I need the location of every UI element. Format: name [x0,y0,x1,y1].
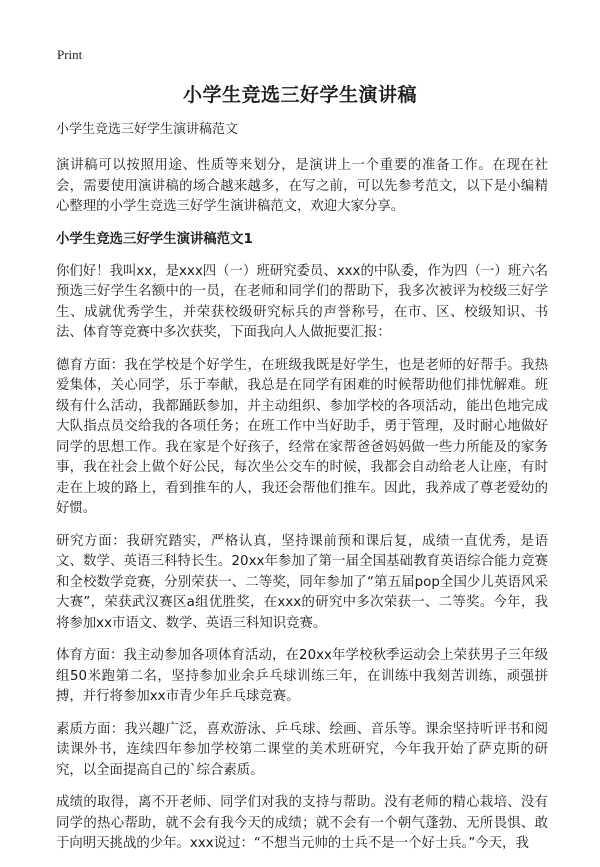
body-paragraph-greeting: 你们好！我叫xx，是xxx四（一）班研究委员、xxx的中队委，作为四（一）班六名预选三好学生名额中的一员，在老师和同学们的帮助下，我多次被评为校级三好学生、成就优秀学生，并荣获校级研究标兵的声誉称号，在市、区、校级知识、书法、体育等竞赛中多次获奖，下面我向人人做扼要汇报： [56,263,548,340]
print-link[interactable]: Print [57,47,83,62]
intro-paragraph: 演讲稿可以按照用途、性质等来划分，是演讲上一个重要的准备工作。在现在社会，需要使用演讲稿的场合越来越多，在写之前，可以先参考范文，以下是小编精心整理的小学生竞选三好学生演讲稿范文，欢迎大家分享。 [56,158,548,214]
body-paragraph-sports: 体育方面：我主动参加各项体育活动，在20xx年学校秋季运动会上荣获男子三年级组50米跑第二名，坚持参加业余乒乓球训练三年，在训练中我刻苦训练，顽强拼搏，并行将参加xx市青少年乒乓球竞赛。 [56,648,548,704]
body-paragraph-study: 研究方面：我研究踏实，严格认真，坚持课前预和课后复，成绩一直优秀，是语文、数学、英语三科特长生。20xx年参加了第一届全国基础教育英语综合能力竞赛和全校数学竞赛，分别荣获一、二等奖，同年参加了“第五届pop全国少儿英语风采大赛”，荣获武汉赛区a组优胜奖，在xxx的研究中多次荣获一、二等奖。今年，我将参加xx市语文、数学、英语三科知识竞赛。 [56,533,548,631]
section-heading: 小学生竞选三好学生演讲稿范文1 [56,231,253,247]
body-paragraph-achievement: 成绩的取得，离不开老师、同学们对我的支持与帮助。没有老师的精心栽培、没有同学的热心帮助，就不会有我今天的成绩；就不会有一个朝气蓬勃、无所畏惧、敢于向明天挑战的少年。xxx说过：“不想当元帅的士兵不是一个好士兵。”今天，我 [56,795,548,851]
body-paragraph-quality: 素质方面：我兴趣广泛，喜欢游泳、乒乓球、绘画、音乐等。课余坚持听评书和阅读课外书，连续四年参加学校第二课堂的美术班研究，今年我开始了萨克斯的研究，以全面提高自己的`综合素质。 [56,721,548,778]
document-title: 小学生竞选三好学生演讲稿 [182,84,417,106]
body-paragraph-moral: 德育方面：我在学校是个好学生，在班级我既是好学生，也是老师的好帮手。我热爱集体，关心同学，乐于奉献，我总是在同学有困难的时候帮助他们排忧解难。班级有什么活动，我都踊跃参加，并主动组织、参加学校的各项活动，能出色地完成大队指点员交给我的各项任务；在班工作中当好助手，勇于管理，及时耐心地做好同学的思想工作。我在家是个好孩子，经常在家帮爸爸妈妈做一些力所能及的家务事，我在社会上做个好公民，每次坐公交车的时候，我都会自动给老人让座，有时走在上坡的路上，看到推车的人，我还会帮他们推车。因此，我养成了尊老爱幼的好惯。 [56,357,548,516]
document-body [56,120,548,867]
document-subtitle: 小学生竞选三好学生演讲稿范文 [56,122,239,137]
